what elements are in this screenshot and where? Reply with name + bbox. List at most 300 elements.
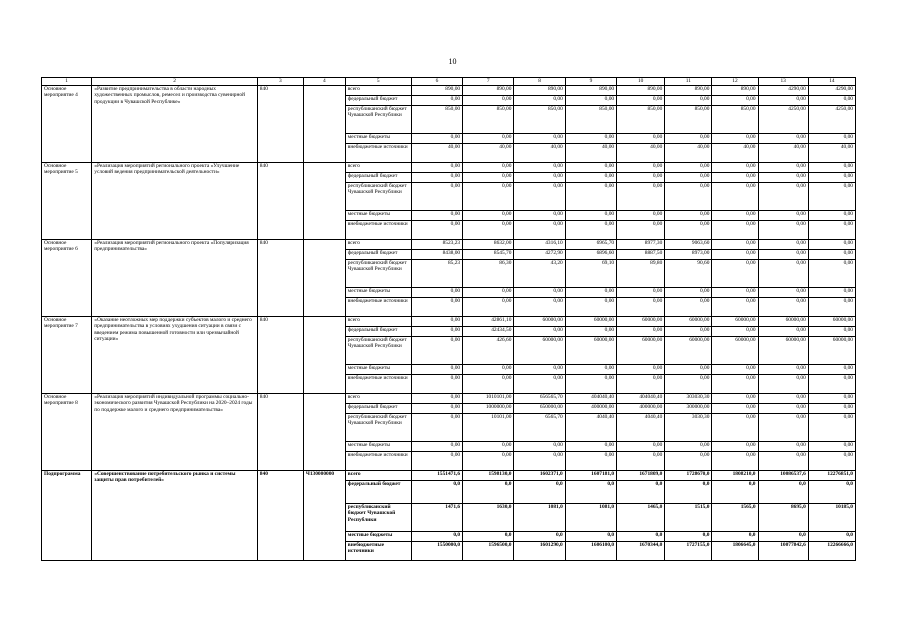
- budget-code: [303, 163, 345, 240]
- amount-cell: 0,00: [514, 183, 565, 211]
- amount-cell: 4040,40: [617, 414, 665, 442]
- amount-cell: 9063,60: [665, 240, 712, 250]
- amount-cell: 0,00: [617, 327, 665, 337]
- amount-cell: 426,60: [463, 337, 514, 365]
- amount-cell: 0,00: [565, 211, 616, 221]
- amount-cell: 890,00: [665, 86, 712, 96]
- amount-cell: 404040,40: [565, 394, 616, 404]
- amount-cell: 1598130,0: [463, 471, 514, 481]
- amount-cell: 1515,0: [665, 504, 712, 532]
- amount-cell: 0,00: [411, 183, 462, 211]
- amount-cell: 4272,90: [514, 250, 565, 260]
- amount-cell: 0,0: [514, 532, 565, 542]
- responsible-code: 840: [257, 86, 303, 163]
- amount-cell: 0,00: [758, 134, 808, 144]
- amount-cell: 1728670,0: [665, 471, 712, 481]
- measure-name: «Реализация мероприятий регионального проекта «Улучшение условий ведения предпринимательской деятельности»: [92, 163, 258, 240]
- amount-cell: 1806645,0: [712, 542, 758, 561]
- amount-cell: 0,00: [712, 394, 758, 404]
- amount-cell: 0,00: [617, 288, 665, 298]
- amount-cell: 0,00: [617, 221, 665, 240]
- amount-cell: 0,00: [808, 327, 855, 337]
- amount-cell: 0,0: [411, 481, 462, 504]
- amount-cell: 0,00: [665, 442, 712, 452]
- amount-cell: 0,00: [514, 163, 565, 173]
- amount-cell: 10101,00: [463, 414, 514, 442]
- measure-name: «Совершенствование потребительского рынка и системы защиты прав потребителей»: [92, 471, 258, 561]
- amount-cell: 86,30: [463, 260, 514, 288]
- table-row: [42, 317, 856, 327]
- amount-cell: 850,00: [565, 106, 616, 134]
- amount-cell: 69,10: [565, 260, 616, 288]
- table-row: [42, 86, 856, 96]
- amount-cell: 0,00: [565, 452, 616, 471]
- column-number: 6: [411, 78, 462, 86]
- amount-cell: 40,00: [808, 144, 855, 163]
- responsible-code: 840: [257, 240, 303, 317]
- amount-cell: 1670344,0: [617, 542, 665, 561]
- measure-type: Основное мероприятие 4: [42, 86, 92, 163]
- amount-cell: 0,00: [758, 250, 808, 260]
- amount-cell: 0,00: [808, 375, 855, 394]
- amount-cell: 303030,30: [665, 394, 712, 404]
- amount-cell: 0,00: [617, 298, 665, 317]
- amount-cell: 1727155,0: [665, 542, 712, 561]
- amount-cell: 0,00: [463, 365, 514, 375]
- amount-cell: 0,00: [411, 298, 462, 317]
- amount-cell: 0,00: [463, 442, 514, 452]
- budget-code: Ч130000000: [303, 471, 345, 561]
- funding-source: федеральный бюджет: [345, 327, 411, 337]
- amount-cell: 1630,0: [463, 504, 514, 532]
- amount-cell: 0,00: [411, 317, 462, 327]
- amount-cell: 890,00: [514, 86, 565, 96]
- amount-cell: 0,00: [665, 375, 712, 394]
- amount-cell: 40,00: [463, 144, 514, 163]
- funding-source: местные бюджеты: [345, 134, 411, 144]
- amount-cell: 85,23: [411, 260, 462, 288]
- measure-name: «Развитие предпринимательства в области народных художественных промыслов, ремесел и производства сувенирной продукции в Чувашской Республике»: [92, 86, 258, 163]
- amount-cell: 850,00: [617, 106, 665, 134]
- table-row: [42, 394, 856, 404]
- amount-cell: 60000,00: [617, 337, 665, 365]
- amount-cell: 90,60: [665, 260, 712, 288]
- amount-cell: 12276851,0: [808, 471, 855, 481]
- table-row: [42, 240, 856, 250]
- funding-source: местные бюджеты: [345, 365, 411, 375]
- funding-source: внебюджетные источники: [345, 144, 411, 163]
- amount-cell: 6965,70: [565, 240, 616, 250]
- amount-cell: 0,0: [617, 481, 665, 504]
- amount-cell: 0,00: [565, 298, 616, 317]
- amount-cell: 1671809,0: [617, 471, 665, 481]
- amount-cell: 60000,00: [514, 317, 565, 327]
- amount-cell: 6896,60: [565, 250, 616, 260]
- measure-type: Основное мероприятие 6: [42, 240, 92, 317]
- amount-cell: 10077842,6: [758, 542, 808, 561]
- amount-cell: 1607181,0: [565, 471, 616, 481]
- funding-source: местные бюджеты: [345, 211, 411, 221]
- amount-cell: 0,00: [808, 414, 855, 442]
- amount-cell: 0,00: [665, 163, 712, 173]
- amount-cell: 0,00: [758, 183, 808, 211]
- amount-cell: 0,0: [665, 481, 712, 504]
- amount-cell: 40,00: [712, 144, 758, 163]
- amount-cell: 4250,00: [758, 106, 808, 134]
- amount-cell: 0,00: [758, 298, 808, 317]
- amount-cell: 0,00: [411, 288, 462, 298]
- amount-cell: 8887,50: [617, 250, 665, 260]
- amount-cell: 6565,70: [514, 414, 565, 442]
- amount-cell: 60000,00: [712, 317, 758, 327]
- amount-cell: 12266666,0: [808, 542, 855, 561]
- amount-cell: 0,00: [514, 327, 565, 337]
- amount-cell: 0,00: [463, 221, 514, 240]
- amount-cell: 656565,70: [514, 394, 565, 404]
- responsible-code: 840: [257, 163, 303, 240]
- column-number: 12: [712, 78, 758, 86]
- amount-cell: 0,00: [514, 211, 565, 221]
- amount-cell: 1471,6: [411, 504, 462, 532]
- amount-cell: 40,00: [565, 144, 616, 163]
- amount-cell: 0,00: [411, 327, 462, 337]
- amount-cell: 0,00: [617, 163, 665, 173]
- responsible-code: 840: [257, 317, 303, 394]
- amount-cell: 850,00: [411, 106, 462, 134]
- amount-cell: 0,00: [712, 240, 758, 250]
- amount-cell: 850,00: [712, 106, 758, 134]
- header-row: [42, 78, 856, 86]
- amount-cell: 0,00: [514, 134, 565, 144]
- amount-cell: 0,00: [463, 211, 514, 221]
- amount-cell: 0,00: [712, 327, 758, 337]
- amount-cell: 400000,00: [565, 404, 616, 414]
- amount-cell: 1081,0: [514, 504, 565, 532]
- funding-source: всего: [345, 394, 411, 404]
- amount-cell: 60000,00: [617, 317, 665, 327]
- amount-cell: 0,00: [665, 173, 712, 183]
- amount-cell: 1000000,00: [463, 404, 514, 414]
- amount-cell: 300000,00: [665, 404, 712, 414]
- column-number: 8: [514, 78, 565, 86]
- column-number: 5: [345, 78, 411, 86]
- amount-cell: 0,00: [665, 221, 712, 240]
- amount-cell: 0,00: [808, 298, 855, 317]
- amount-cell: 89,80: [617, 260, 665, 288]
- amount-cell: 1602371,0: [514, 471, 565, 481]
- amount-cell: 0,0: [463, 532, 514, 542]
- amount-cell: 8632,00: [463, 240, 514, 250]
- amount-cell: 0,00: [565, 327, 616, 337]
- amount-cell: 0,00: [712, 365, 758, 375]
- amount-cell: 0,00: [808, 163, 855, 173]
- amount-cell: 0,00: [665, 183, 712, 211]
- amount-cell: 0,00: [712, 404, 758, 414]
- table-row: [42, 471, 856, 481]
- amount-cell: 0,00: [808, 96, 855, 106]
- amount-cell: 0,00: [712, 414, 758, 442]
- amount-cell: 0,00: [411, 394, 462, 404]
- amount-cell: 0,00: [565, 96, 616, 106]
- funding-source: федеральный бюджет: [345, 96, 411, 106]
- column-number: 9: [565, 78, 616, 86]
- amount-cell: 400000,00: [617, 404, 665, 414]
- amount-cell: 0,00: [758, 414, 808, 442]
- amount-cell: 1550000,0: [411, 542, 462, 561]
- amount-cell: 0,00: [463, 298, 514, 317]
- amount-cell: 0,00: [808, 183, 855, 211]
- funding-source: федеральный бюджет: [345, 404, 411, 414]
- amount-cell: 0,00: [712, 452, 758, 471]
- amount-cell: 0,00: [463, 452, 514, 471]
- funding-source: внебюджетные источники: [345, 542, 411, 561]
- amount-cell: 0,00: [617, 183, 665, 211]
- column-number: 2: [92, 78, 258, 86]
- amount-cell: 1601290,0: [514, 542, 565, 561]
- amount-cell: 4290,00: [808, 86, 855, 96]
- funding-source: всего: [345, 163, 411, 173]
- amount-cell: 0,0: [758, 481, 808, 504]
- amount-cell: 0,00: [758, 375, 808, 394]
- amount-cell: 0,00: [712, 260, 758, 288]
- amount-cell: 0,00: [665, 134, 712, 144]
- amount-cell: 850,00: [514, 106, 565, 134]
- amount-cell: 0,00: [712, 134, 758, 144]
- amount-cell: 4250,00: [808, 106, 855, 134]
- amount-cell: 0,00: [758, 163, 808, 173]
- column-number: 4: [303, 78, 345, 86]
- funding-source: внебюджетные источники: [345, 221, 411, 240]
- funding-source: всего: [345, 240, 411, 250]
- amount-cell: 60000,00: [758, 337, 808, 365]
- amount-cell: 0,00: [712, 375, 758, 394]
- amount-cell: 0,00: [665, 298, 712, 317]
- amount-cell: 0,00: [565, 163, 616, 173]
- amount-cell: 1465,0: [617, 504, 665, 532]
- amount-cell: 4316,10: [514, 240, 565, 250]
- amount-cell: 0,00: [808, 288, 855, 298]
- amount-cell: 0,00: [514, 288, 565, 298]
- amount-cell: 0,00: [565, 288, 616, 298]
- amount-cell: 0,0: [514, 481, 565, 504]
- measure-name: «Оказание неотложных мер поддержки субъектов малого и среднего предпринимательства в условиях ухудшения ситуации в связи с введением режима повышенной готовности или чрезвычайной ситуации»: [92, 317, 258, 394]
- amount-cell: 890,00: [411, 86, 462, 96]
- amount-cell: 0,00: [411, 365, 462, 375]
- amount-cell: 0,0: [712, 532, 758, 542]
- amount-cell: 10086537,6: [758, 471, 808, 481]
- column-number: 10: [617, 78, 665, 86]
- amount-cell: 0,00: [514, 442, 565, 452]
- column-number: 11: [665, 78, 712, 86]
- amount-cell: 4040,40: [565, 414, 616, 442]
- amount-cell: 850,00: [665, 106, 712, 134]
- budget-code: [303, 240, 345, 317]
- amount-cell: 1551471,6: [411, 471, 462, 481]
- amount-cell: 0,00: [565, 183, 616, 211]
- amount-cell: 0,00: [617, 211, 665, 221]
- amount-cell: 890,00: [617, 86, 665, 96]
- amount-cell: 0,0: [808, 532, 855, 542]
- amount-cell: 404040,40: [617, 394, 665, 404]
- amount-cell: 0,00: [463, 134, 514, 144]
- amount-cell: 0,00: [463, 173, 514, 183]
- funding-source: федеральный бюджет: [345, 173, 411, 183]
- amount-cell: 0,00: [808, 221, 855, 240]
- amount-cell: 0,00: [514, 221, 565, 240]
- amount-cell: 0,00: [411, 96, 462, 106]
- budget-code: [303, 86, 345, 163]
- amount-cell: 0,00: [712, 221, 758, 240]
- amount-cell: 0,00: [411, 414, 462, 442]
- amount-cell: 0,00: [565, 442, 616, 452]
- amount-cell: 0,00: [758, 240, 808, 250]
- funding-source: внебюджетные источники: [345, 375, 411, 394]
- amount-cell: 0,00: [617, 96, 665, 106]
- column-number: 1: [42, 78, 92, 86]
- amount-cell: 0,00: [565, 365, 616, 375]
- amount-cell: 1596500,0: [463, 542, 514, 561]
- measure-name: «Реализация мероприятий регионального проекта «Популяризация предпринимательства»: [92, 240, 258, 317]
- amount-cell: 1606100,0: [565, 542, 616, 561]
- amount-cell: 0,00: [411, 211, 462, 221]
- amount-cell: 0,00: [411, 442, 462, 452]
- amount-cell: 0,00: [758, 221, 808, 240]
- amount-cell: 0,00: [758, 404, 808, 414]
- amount-cell: 0,00: [565, 221, 616, 240]
- amount-cell: 0,00: [565, 375, 616, 394]
- measure-type: Основное мероприятие 5: [42, 163, 92, 240]
- amount-cell: 0,00: [411, 221, 462, 240]
- amount-cell: 0,00: [808, 211, 855, 221]
- table-row: [42, 163, 856, 173]
- amount-cell: 0,00: [565, 134, 616, 144]
- amount-cell: 40,00: [758, 144, 808, 163]
- amount-cell: 0,0: [411, 532, 462, 542]
- amount-cell: 0,00: [808, 404, 855, 414]
- amount-cell: 0,00: [514, 298, 565, 317]
- amount-cell: 8695,0: [758, 504, 808, 532]
- amount-cell: 0,00: [617, 365, 665, 375]
- amount-cell: 0,00: [712, 211, 758, 221]
- funding-source: всего: [345, 86, 411, 96]
- amount-cell: 0,00: [463, 375, 514, 394]
- amount-cell: 0,0: [565, 532, 616, 542]
- measure-type: Основное мероприятие 8: [42, 394, 92, 471]
- amount-cell: 0,00: [712, 250, 758, 260]
- amount-cell: 0,00: [411, 452, 462, 471]
- amount-cell: 0,00: [808, 260, 855, 288]
- amount-cell: 40,00: [514, 144, 565, 163]
- amount-cell: 850,00: [463, 106, 514, 134]
- amount-cell: 0,00: [617, 375, 665, 394]
- column-number: 7: [463, 78, 514, 86]
- amount-cell: 0,00: [514, 452, 565, 471]
- amount-cell: 1565,0: [712, 504, 758, 532]
- amount-cell: 0,0: [665, 532, 712, 542]
- amount-cell: 0,00: [712, 96, 758, 106]
- page-number: 10: [448, 57, 457, 66]
- amount-cell: 0,0: [712, 481, 758, 504]
- responsible-code: 840: [257, 471, 303, 561]
- amount-cell: 890,00: [463, 86, 514, 96]
- amount-cell: 0,00: [617, 173, 665, 183]
- column-number: 3: [257, 78, 303, 86]
- funding-source: республиканский бюджет Чувашской Республики: [345, 504, 411, 532]
- measure-type: Подпрограмма: [42, 471, 92, 561]
- amount-cell: 0,00: [758, 327, 808, 337]
- amount-cell: 0,00: [514, 365, 565, 375]
- amount-cell: 60000,00: [712, 337, 758, 365]
- amount-cell: 8973,00: [665, 250, 712, 260]
- amount-cell: 0,00: [617, 452, 665, 471]
- measure-type: Основное мероприятие 7: [42, 317, 92, 394]
- amount-cell: 0,00: [411, 404, 462, 414]
- amount-cell: 0,00: [712, 298, 758, 317]
- amount-cell: 0,00: [665, 365, 712, 375]
- amount-cell: 1010101,00: [463, 394, 514, 404]
- amount-cell: 0,00: [808, 394, 855, 404]
- amount-cell: 8438,00: [411, 250, 462, 260]
- amount-cell: 0,00: [411, 134, 462, 144]
- amount-cell: 0,00: [565, 173, 616, 183]
- amount-cell: 10185,0: [808, 504, 855, 532]
- amount-cell: 0,00: [758, 260, 808, 288]
- funding-source: республиканский бюджет Чувашской Республики: [345, 414, 411, 442]
- amount-cell: 42434,50: [463, 327, 514, 337]
- funding-source: республиканский бюджет Чувашской Республики: [345, 337, 411, 365]
- funding-source: внебюджетные источники: [345, 298, 411, 317]
- amount-cell: 890,00: [712, 86, 758, 96]
- amount-cell: 42861,10: [463, 317, 514, 327]
- amount-cell: 3030,30: [665, 414, 712, 442]
- amount-cell: 0,00: [514, 96, 565, 106]
- funding-source: федеральный бюджет: [345, 481, 411, 504]
- funding-source: местные бюджеты: [345, 442, 411, 452]
- amount-cell: 0,00: [758, 442, 808, 452]
- amount-cell: 0,0: [758, 532, 808, 542]
- amount-cell: 60000,00: [665, 337, 712, 365]
- funding-source: местные бюджеты: [345, 288, 411, 298]
- amount-cell: 0,00: [758, 173, 808, 183]
- amount-cell: 40,00: [665, 144, 712, 163]
- funding-source: всего: [345, 317, 411, 327]
- funding-source: республиканский бюджет Чувашской Республики: [345, 106, 411, 134]
- amount-cell: 890,00: [565, 86, 616, 96]
- funding-source: местные бюджеты: [345, 532, 411, 542]
- amount-cell: 1808210,0: [712, 471, 758, 481]
- amount-cell: 0,00: [808, 250, 855, 260]
- amount-cell: 0,0: [565, 481, 616, 504]
- amount-cell: 0,00: [758, 211, 808, 221]
- amount-cell: 8523,23: [411, 240, 462, 250]
- amount-cell: 0,00: [808, 452, 855, 471]
- amount-cell: 0,00: [665, 211, 712, 221]
- funding-source: всего: [345, 471, 411, 481]
- funding-source: внебюджетные источники: [345, 452, 411, 471]
- amount-cell: 0,00: [665, 327, 712, 337]
- funding-source: федеральный бюджет: [345, 250, 411, 260]
- amount-cell: 0,00: [463, 183, 514, 211]
- amount-cell: 0,00: [758, 288, 808, 298]
- amount-cell: 0,00: [617, 442, 665, 452]
- funding-source: республиканский бюджет Чувашской Республики: [345, 183, 411, 211]
- amount-cell: 0,00: [758, 394, 808, 404]
- amount-cell: 0,00: [712, 163, 758, 173]
- amount-cell: 0,00: [712, 442, 758, 452]
- amount-cell: 0,00: [758, 452, 808, 471]
- amount-cell: 60000,00: [514, 337, 565, 365]
- amount-cell: 0,0: [808, 481, 855, 504]
